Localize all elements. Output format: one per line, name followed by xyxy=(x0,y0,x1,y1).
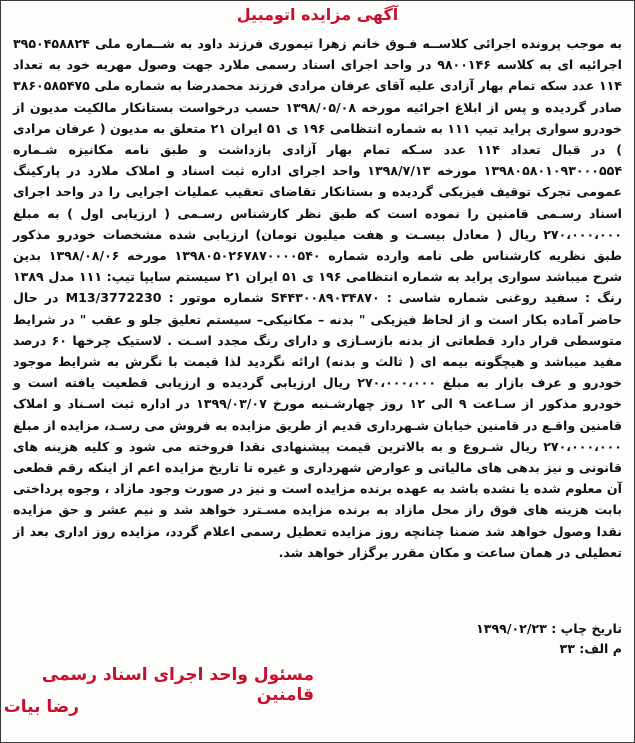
reference-number: م الف: ۳۳ xyxy=(559,641,622,656)
notice-body: به موجب پرونده اجرائی کلاســه فـوق خانم زهرا تیموری فرزند داود به شــماره ملی ۳۹۵۰۴۵۸۸۲۴ اجرائیه ای به کلاسه ۹۸۰۰۱۴۶ در واحد اجرای اسناد رسمی ملارد جهت وصول مهریه خود به تعداد ۱۱۴ عدد سکه تمام بهار آزادی علیه آقای عرفان مرادی فرزند محمدرضا به شماره ملی ۳۸۶۰۵۸۵۴۷۵ صادر گردیده و پس از ابلاغ اجرائیه مورخه ۱۳۹۸/۰۵/۰۸ حسب درخواست بستانکار مالکیت مدیون از خودرو سواری پراید تیپ ۱۱۱ به شماره انتظامی ۱۹۶ ی ۵۱ ایران ۲۱ متعلق به مدیون ( عرفان مرادی ) در قبال تعداد ۱۱۴ عدد سـکه تمام بهار آزادی بازداشت و طبق نامه مکانیزه شـماره ۱۳۹۸۰۵۸۰۱۰۹۳۰۰۰۵۵۴ مورخه ۱۳۹۸/۷/۱۳ واحد اجرای اداره ثبت اسناد و املاک ملارد در پارکینگ عمومی تجرک توقیف فیزیکی گردیده و بستانکار تقاضای تعقیب عملیات اجرایی را در واحد اجرای اسناد رسـمی قامنین را نموده است که طبق نظر کارشناس رسـمی ( ارزیابی اول ) به مبلغ ۲۷۰،۰۰۰،۰۰۰ ریال ( معادل بیسـت و هفت میلیون تومان) ارزیابی شده مشخصات خودرو مذکور طبق نظریه کارشناس طی نامه وارده شماره ۱۳۹۸۰۵۰۲۶۷۸۷۰۰۰۰۵۴۰ مورخه ۱۳۹۸/۰۸/۰۶ بدین شرح میباشد سواری پراید به شماره انتظامی ۱۹۶ ی ۵۱ ایران ۲۱ سیستم سایپا تیپ: ۱۱۱ مدل ۱۳۸۹ رنگ : سفید روغنی شماره شاسی : S۴۴۳۰۰۸۹۰۳۴۸۷۰ شماره موتور : M13/3772230 در حال حاضر آماده بکار است و از لحاظ فیزیکی " بدنه – مکانیکی– سیستم تعلیق جلو و عقب " در شرایط متوسطی قرار دارد قطعاتی از بدنه بازسـازی و دارای رنگ مجدد اسـت . لاستیک چرخها ۶۰ درصد مفید میباشد و هیچگونه بیمه ای ( ثالث و بدنه) ارائه نگردید لذا قیمت با نگرش به شرایط موجود خودرو و عرف بازار به مبلغ ۲۷۰،۰۰۰،۰۰۰ ریال ارزیابی گردیده و ارزیابی قطعیت یافته است و خودرو مذکور از سـاعت ۹ الی ۱۲ روز چهارشـنبه مورخ ۱۳۹۹/۰۳/۰۷ در اداره ثبت اسـناد و املاک قامنین واقـع در قامنین خیابان شـهرداری قدیم از طریق مزایده به فروش می رسـد، مزایده از مبلغ ۲۷۰،۰۰۰،۰۰۰ ریال شـروع و به بالاترین قیمت پیشنهادی نقدا فروخته می شود و کلیه هزینه های قانونی و نیز بدهی های مالیاتی و عوارض شهرداری و غیره تا تاریخ مزایده اعم از اینکه رقم قطعی آن معلوم شده یا نشده باشد به عهده برنده مزایده است و نیز در صورت وجود مازاد ، وجوه پرداختی بابت هزینه های فوق راز محل مازاد به برنده مزایده مسـترد خواهد شد و نیم عشر و حق مزایده نقدا وصول خواهد شد ضمنا چنانچه روز مزایده تعطیل رسمی اعلام گردد، مزایده روز اداری بعد از تعطیلی در همان ساعت و مکان مقرر برگزار خواهد شد. xyxy=(13,36,623,560)
signature-name: رضا بیات xyxy=(3,697,79,717)
signature-role: مسئول واحد اجرای اسناد رسمی قامنین xyxy=(41,665,314,705)
print-date: تاریخ چاپ : ۱۳۹۹/۰۲/۲۳ xyxy=(476,621,622,636)
notice-title: آگهی مزایده اتومبیل xyxy=(236,5,399,24)
